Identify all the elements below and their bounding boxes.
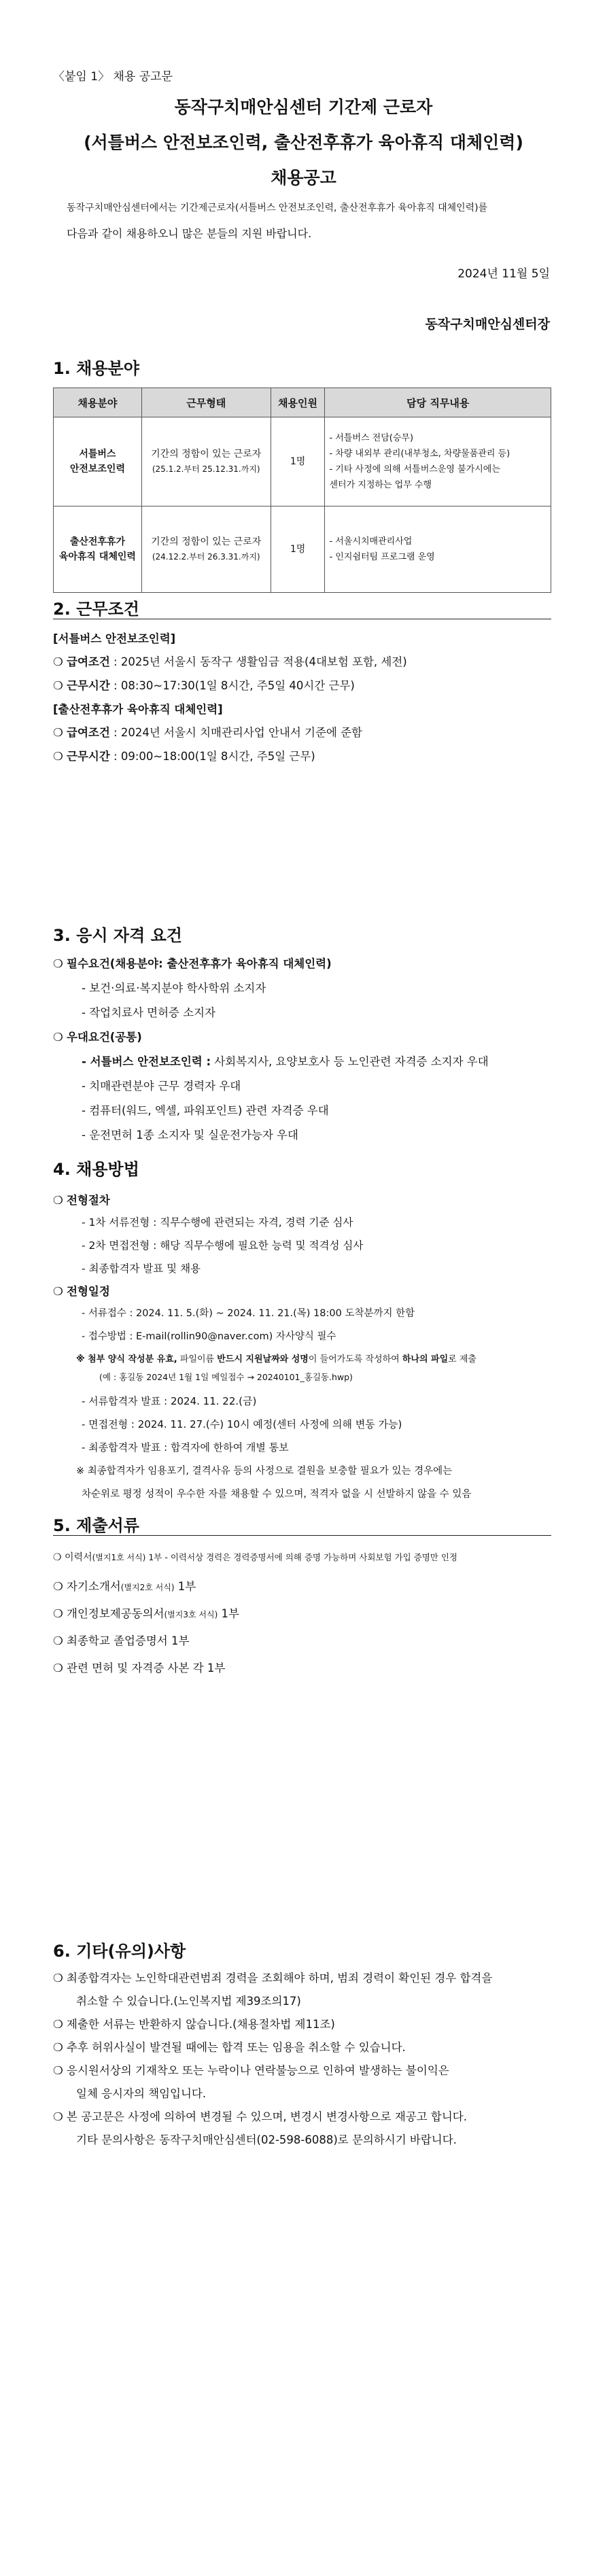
document-item: ❍ 자기소개서(별지2호 서식) 1부 xyxy=(53,1580,196,1593)
headcount-cell: 1명 xyxy=(271,506,325,593)
notice-item: ❍ 응시원서상의 기재착오 또는 누락이나 연락불능으로 인하여 발생하는 불이익은 xyxy=(53,2064,449,2077)
duty-cell xyxy=(325,506,551,593)
notice-continuation: 취소할 수 있습니다.(노인복지법 제39조의17) xyxy=(76,1995,301,2008)
document-name: 개인정보제공동의서 xyxy=(67,1607,164,1620)
document-name: 최종학교 졸업증명서 1부 xyxy=(67,1634,190,1647)
requirement-label: 필수요건(채용분야: 출산전후휴가 육아휴직 대체인력) xyxy=(67,957,332,970)
field-name: 육아휴직 대체인력 xyxy=(58,551,136,562)
document-form: (별지2호 서식) xyxy=(120,1583,175,1592)
notice-text: 본 공고문은 사정에 의하여 변경될 수 있으며, 변경시 변경사항으로 재공고 합니다. xyxy=(67,2110,467,2123)
requirement-item xyxy=(82,1052,489,1069)
condition-label: 급여조건 xyxy=(67,655,110,668)
note-part: ※ 첨부 양식 작성분 유효, xyxy=(76,1354,177,1364)
condition-line: ❍ 급여조건 : 2024년 서울시 치매관리사업 안내서 기준에 준함 xyxy=(53,726,362,739)
section-4-heading: 4. 채용방법 xyxy=(53,1160,139,1179)
condition-line: ❍ 근무시간 : 09:00~18:00(1일 8시간, 주5일 근무) xyxy=(53,750,315,763)
note-part: 파일이름 xyxy=(177,1354,218,1364)
column-header: 채용분야 xyxy=(54,388,142,417)
duty-item: - 서틀버스 전담(승무) xyxy=(329,433,414,443)
document-item: ❍ 이력서(별지1호 서식) 1부 - 이력서상 경력은 경력증명서에 의해 증명 가능하며 사회보험 가입 증명만 인정 xyxy=(53,1552,457,1563)
attachment-label: 〈붙임 1〉 채용 공고문 xyxy=(53,70,173,84)
table-row xyxy=(54,417,551,506)
condition-value: : 2024년 서울시 치매관리사업 안내서 기준에 준함 xyxy=(109,726,362,739)
table-header-row xyxy=(54,388,551,417)
method-label: 전형일정 xyxy=(67,1285,110,1298)
section-1-heading: 1. 채용분야 xyxy=(53,359,139,378)
notice-text: 추후 허위사실이 발견될 때에는 합격 또는 임용을 취소할 수 있습니다. xyxy=(67,2041,406,2054)
schedule-item: - 접수방법 : E-mail(rollin90@naver.com) 자사양식 필수 xyxy=(82,1331,336,1342)
duty-item: - 차량 내외부 관리(내부청소, 차량물품관리 등) xyxy=(329,449,510,459)
requirement-item-text: 사회복지사, 요양보호사 등 노인관련 자격증 소지자 우대 xyxy=(211,1055,489,1068)
notice-item: ❍ 제출한 서류는 반환하지 않습니다.(채용절차법 제11조) xyxy=(53,2018,335,2031)
duty-item: - 기타 사정에 의해 서틀버스운영 불가시에는 xyxy=(329,464,500,475)
document-form: (별지3호 서식) xyxy=(164,1610,218,1619)
title-line-1: 동작구치매안심센터 기간제 근로자 xyxy=(174,97,433,117)
method-item: - 최종합격자 발표 및 채용 xyxy=(82,1263,201,1275)
document-name: 이력서 xyxy=(65,1552,92,1563)
intro-line-1: 동작구치매안심센터에서는 기간제근로자(서틀버스 안전보조인력, 출산전후휴가 육아휴직 대체인력)를 xyxy=(67,203,488,213)
document-item: ❍ 개인정보제공동의서(별지3호 서식) 1부 xyxy=(53,1607,239,1620)
document-detail: 1부 - 이력서상 경력은 경력증명서에 의해 증명 가능하며 사회보험 가입 증명만 인정 xyxy=(145,1552,457,1562)
condition-label: 근무시간 xyxy=(67,750,110,763)
duty-cell xyxy=(325,417,551,506)
notice-text: 응시원서상의 기재착오 또는 누락이나 연락불능으로 인하여 발생하는 불이익은 xyxy=(67,2064,449,2077)
schedule-item: - 최종합격자 발표 : 합격자에 한하여 개별 통보 xyxy=(82,1441,289,1454)
notice-continuation: 기타 문의사항은 동작구치매안심센터(02-598-6088)로 문의하시기 바랍니다. xyxy=(76,2133,457,2146)
duty-item: - 서울시치매관리사업 xyxy=(329,536,413,547)
schedule-note xyxy=(76,1352,476,1364)
method-label: 전형절차 xyxy=(67,1194,110,1207)
schedule-example: (예 : 홍길동 2024년 1월 1일 메일접수 → 20240101_홍길동.hwp) xyxy=(99,1372,353,1382)
employment-type: 기간의 정함이 있는 근로자 xyxy=(151,449,262,460)
employment-type: 기간의 정함이 있는 근로자 xyxy=(151,536,262,547)
headcount-cell: 1명 xyxy=(271,417,325,506)
note-part: 이 들어가도록 작성하여 xyxy=(308,1354,402,1364)
document-form: (별지1호 서식) xyxy=(92,1553,146,1562)
notice-continuation: 일체 응시자의 책임입니다. xyxy=(76,2087,207,2100)
note-part: 로 제출 xyxy=(448,1354,476,1364)
section-2-heading: 2. 근무조건 xyxy=(53,600,139,619)
requirement-group: ❍ 우대요건(공통) xyxy=(53,1031,142,1044)
schedule-note: ※ 최종합격자가 임용포기, 결격사유 등의 사정으로 결원을 보충할 필요가 있는 경우에는 xyxy=(76,1466,453,1477)
condition-label: 급여조건 xyxy=(67,726,110,739)
field-name: 출산전후휴가 xyxy=(69,536,125,547)
condition-label: 근무시간 xyxy=(67,679,110,692)
requirement-item: - 작업치료사 면허증 소지자 xyxy=(82,1006,216,1019)
column-header: 근무형태 xyxy=(141,388,271,417)
method-group: ❍ 전형절차 xyxy=(53,1194,110,1207)
column-header: 채용인원 xyxy=(271,388,325,417)
schedule-note: 차순위로 평정 성적이 우수한 자를 채용할 수 있으며, 적격자 없을 시 선발하지 않을 수 있음 xyxy=(82,1489,472,1500)
recruitment-table xyxy=(53,388,551,593)
intro-line-2: 다음과 같이 채용하오니 많은 분들의 지원 바랍니다. xyxy=(67,227,312,240)
schedule-item: - 서류합격자 발표 : 2024. 11. 22.(금) xyxy=(82,1395,257,1407)
condition-value: : 09:00~18:00(1일 8시간, 주5일 근무) xyxy=(109,750,315,763)
schedule-item: - 서류접수 : 2024. 11. 5.(화) ~ 2024. 11. 21.(목) 18:00 도착분까지 한함 xyxy=(82,1308,415,1319)
requirement-item: - 컴퓨터(워드, 엑셀, 파워포인트) 관련 자격증 우대 xyxy=(82,1104,329,1117)
duty-item: - 인지쉼터팀 프로그램 운영 xyxy=(329,552,435,562)
employment-type-cell xyxy=(141,417,271,506)
field-cell xyxy=(54,506,142,593)
notice-item: ❍ 추후 허위사실이 발견될 때에는 합격 또는 임용을 취소할 수 있습니다. xyxy=(53,2041,406,2054)
field-name: 서틀버스 xyxy=(79,449,116,460)
field-cell xyxy=(54,417,142,506)
field-name: 안전보조인력 xyxy=(69,464,125,475)
requirement-item: - 운전면허 1종 소지자 및 실운전가능자 우대 xyxy=(82,1129,298,1141)
posting-date: 2024년 11월 5일 xyxy=(457,267,550,281)
section-6-heading: 6. 기타(유의)사항 xyxy=(53,1942,186,1961)
notice-item: ❍ 최종합격자는 노인학대관련범죄 경력을 조회해야 하며, 범죄 경력이 확인된 경우 합격을 xyxy=(53,1972,493,1985)
notice-text: 제출한 서류는 반환하지 않습니다.(채용절차법 제11조) xyxy=(67,2018,335,2031)
duty-item: 센터가 지정하는 업무 수행 xyxy=(329,480,432,490)
document-item: ❍ 관련 면허 및 자격증 사본 각 1부 xyxy=(53,1662,226,1675)
method-item: - 2차 면접전형 : 해당 직무수행에 필요한 능력 및 적격성 심사 xyxy=(82,1239,364,1252)
section-3-heading: 3. 응시 자격 요건 xyxy=(53,926,182,945)
employment-type-cell xyxy=(141,506,271,593)
condition-line: ❍ 급여조건 : 2025년 서울시 동작구 생활임금 적용(4대보험 포함, 세전) xyxy=(53,655,407,668)
group-label: [출산전후휴가 육아휴직 대체인력] xyxy=(53,703,223,716)
method-item: - 1차 서류전형 : 직무수행에 관련되는 자격, 경력 기준 심사 xyxy=(82,1216,353,1229)
column-header: 담당 직무내용 xyxy=(325,388,551,417)
notice-item: ❍ 본 공고문은 사정에 의하여 변경될 수 있으며, 변경시 변경사항으로 재공고 합니다. xyxy=(53,2110,467,2123)
note-part: 하나의 파일 xyxy=(402,1354,449,1364)
schedule-item: - 면접전형 : 2024. 11. 27.(수) 10시 예정(센터 사정에 의해 변동 가능) xyxy=(82,1418,402,1430)
title-line-2: (서틀버스 안전보조인력, 출산전후휴가 육아휴직 대체인력) xyxy=(84,133,523,152)
signature: 동작구치매안심센터장 xyxy=(425,317,550,332)
document-item: ❍ 최종학교 졸업증명서 1부 xyxy=(53,1634,190,1647)
requirement-group: ❍ 필수요건(채용분야: 출산전후휴가 육아휴직 대체인력) xyxy=(53,957,332,970)
requirement-item: - 보건·의료·복지분야 학사학위 소지자 xyxy=(82,982,266,995)
divider xyxy=(53,1535,551,1536)
section-5-heading: 5. 제출서류 xyxy=(53,1516,139,1535)
title-line-3: 채용공고 xyxy=(271,168,336,188)
condition-value: : 2025년 서울시 동작구 생활임금 적용(4대보험 포함, 세전) xyxy=(109,655,407,668)
notice-text: 최종합격자는 노인학대관련범죄 경력을 조회해야 하며, 범죄 경력이 확인된 경우 합격을 xyxy=(67,1972,493,1985)
group-label: [서틀버스 안전보조인력] xyxy=(53,632,176,645)
document-name: 자기소개서 xyxy=(67,1580,121,1593)
condition-value: : 08:30~17:30(1일 8시간, 주5일 40시간 근무) xyxy=(109,679,355,692)
document-name: 관련 면허 및 자격증 사본 각 1부 xyxy=(67,1662,226,1675)
requirement-item-label: - 서틀버스 안전보조인력 : xyxy=(82,1055,211,1068)
requirement-label: 우대요건(공통) xyxy=(67,1031,142,1044)
employment-period: (24.12.2.부터 26.3.31.까지) xyxy=(152,552,260,562)
condition-line: ❍ 근무시간 : 08:30~17:30(1일 8시간, 주5일 40시간 근무) xyxy=(53,679,355,692)
method-group: ❍ 전형일정 xyxy=(53,1285,110,1298)
requirement-item: - 치매관련분야 근무 경력자 우대 xyxy=(82,1080,241,1093)
note-part: 반드시 지원날짜와 성명 xyxy=(217,1354,309,1364)
document-detail: 1부 xyxy=(174,1580,196,1593)
table-row xyxy=(54,506,551,593)
employment-period: (25.1.2.부터 25.12.31.까지) xyxy=(152,464,260,474)
document-detail: 1부 xyxy=(218,1607,239,1620)
